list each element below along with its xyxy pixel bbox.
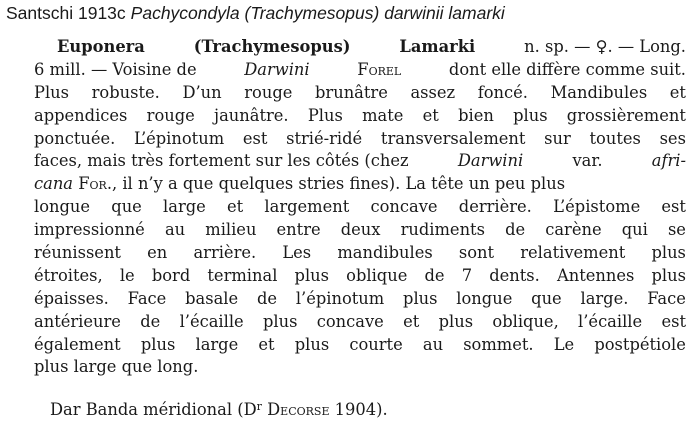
description-line: également plus large et plus courte au sommet. Le postpétiole: [34, 334, 686, 354]
author-name: Forel: [357, 59, 402, 79]
description-text: n. sp. — ♀. — Long.: [524, 37, 686, 56]
locality-text: Dar Banda méridional (D: [50, 400, 257, 419]
description-text: dont elle diffère comme suit.: [448, 59, 686, 79]
description-text: 6 mill. — Voisine de: [34, 59, 197, 79]
variety-name: afri-: [651, 151, 686, 171]
description-line: [34, 36, 686, 59]
description-text: faces, mais très fortement sur les côtés (chez: [34, 151, 409, 171]
collector-name: Decorse: [267, 400, 330, 419]
collection-year: 1904).: [334, 400, 388, 419]
genus-name: Euponera: [57, 37, 145, 56]
taxon-title: Pachycondyla (Trachymesopus) darwinii lamarki: [130, 3, 505, 23]
description-line: ponctuée. L’épinotum est strié-ridé transversalement sur toutes ses: [34, 128, 686, 148]
description-line: longue que large et largement concave derrière. L’épistome est: [34, 197, 686, 217]
title-superscript: r: [256, 400, 262, 413]
species-reference: Darwini: [457, 151, 524, 171]
description-text: var.: [572, 151, 603, 171]
variety-name-continued: cana For., il n’y a que quelques stries fines). La tête un peu plus: [34, 174, 566, 194]
species-description: [34, 36, 686, 379]
species-name: Lamarki: [399, 37, 476, 56]
description-line: appendices rouge jaunâtre. Plus mate et bien plus grossièrement: [34, 105, 686, 125]
description-line: réunissent en arrière. Les mandibules sont relativement plus: [34, 243, 686, 263]
description-line: [34, 150, 686, 173]
description-line: [34, 59, 686, 82]
citation-text: Santschi 1913c: [6, 3, 126, 23]
description-line: étroites, le bord terminal plus oblique de 7 dents. Antennes plus: [34, 265, 686, 285]
description-line: impressionné au milieu entre deux rudiments de carène qui se: [34, 220, 686, 240]
locality-line: [50, 399, 388, 422]
description-line: antérieure de l’écaille plus concave et plus oblique, l’écaille est: [34, 311, 686, 331]
description-line: plus large que long.: [34, 357, 199, 377]
description-line: [34, 173, 686, 196]
description-line: Plus robuste. D’un rouge brunâtre assez foncé. Mandibules et: [34, 82, 686, 102]
citation-header: [6, 2, 505, 24]
description-line: épaisses. Face basale de l’épinotum plus longue que large. Face: [34, 288, 686, 308]
species-reference: Darwini: [244, 59, 310, 79]
subgenus-name: (Trachymesopus): [193, 37, 351, 56]
